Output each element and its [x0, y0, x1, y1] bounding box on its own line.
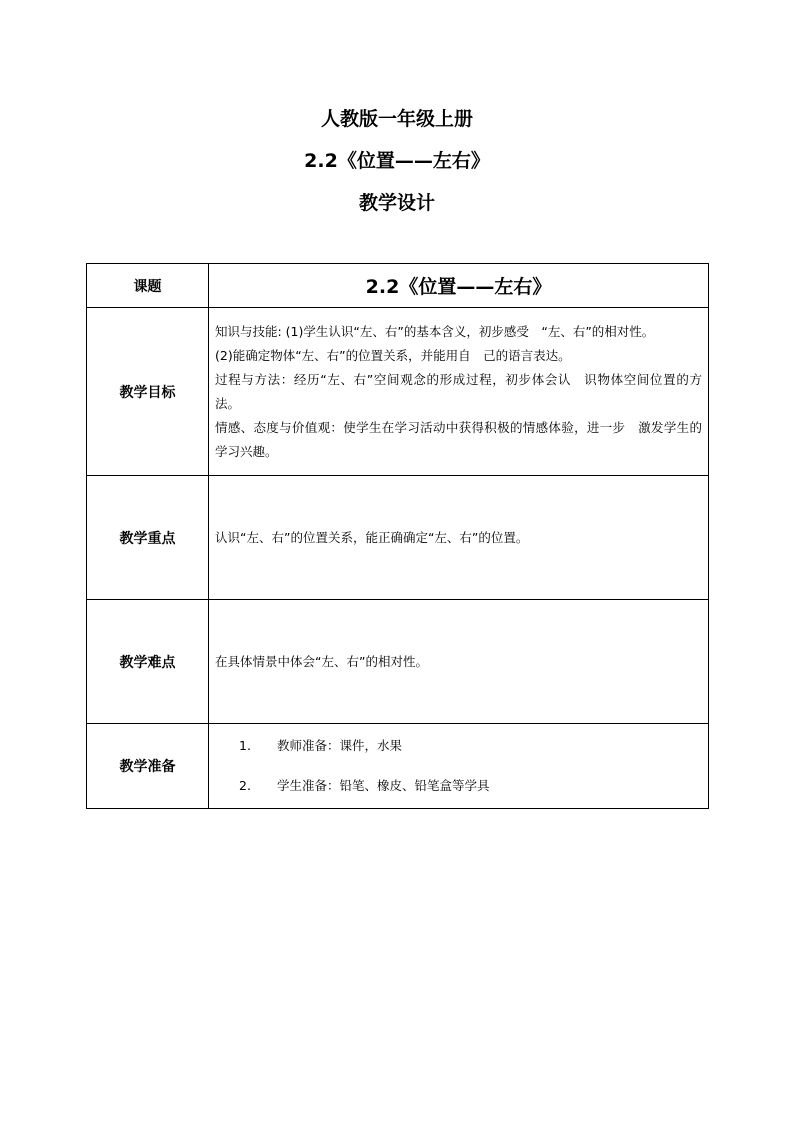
- list-item-text: 教师准备：课件，水果: [277, 738, 403, 753]
- title-textbook: 人教版一年级上册: [320, 108, 473, 130]
- list-item: [215, 726, 702, 766]
- table-row-difficulties: [87, 600, 709, 724]
- list-item-number: 1.: [239, 738, 251, 753]
- key-points-text: 认识“左、右”的位置关系，能正确确定“左、右”的位置。: [215, 529, 529, 545]
- difficulties-label: 教学难点: [87, 600, 209, 724]
- topic-value: 2.2《位置——左右》: [209, 264, 709, 308]
- table-row-preparation: [87, 724, 709, 809]
- preparation-label: 教学准备: [87, 724, 209, 809]
- objective-emotion: 情感、态度与价值观：使学生在学习活动中获得积极的情感体验，进一步 激发学生的学习兴趣。: [215, 419, 702, 459]
- objectives-label: 教学目标: [87, 308, 209, 476]
- table-row-topic: [87, 264, 709, 308]
- objective-process: 过程与方法：经历“左、右”空间观念的形成过程，初步体会认 识物体空间位置的方法。: [215, 371, 702, 411]
- document-title: [0, 103, 794, 229]
- objective-ability: (2)能确定物体“左、右”的位置关系，并能用自 己的语言表达。: [215, 347, 571, 363]
- key-points-content: [209, 476, 709, 600]
- table-row-objectives: [87, 308, 709, 476]
- lesson-plan-table: [86, 263, 709, 809]
- list-item-text: 学生准备：铅笔、橡皮、铅笔盒等学具: [277, 778, 490, 793]
- preparation-content: [209, 724, 709, 809]
- key-points-label: 教学重点: [87, 476, 209, 600]
- topic-label: 课题: [87, 264, 209, 308]
- difficulties-text: 在具体情景中体会“左、右”的相对性。: [215, 653, 428, 669]
- table-row-key-points: [87, 476, 709, 600]
- objectives-content: [209, 308, 709, 476]
- difficulties-content: [209, 600, 709, 724]
- title-design: 教学设计: [358, 192, 435, 214]
- list-item-number: 2.: [239, 778, 251, 793]
- list-item: [215, 766, 702, 806]
- objective-knowledge: 知识与技能: (1)学生认识“左、右”的基本含义，初步感受 “左、右”的相对性。: [215, 323, 655, 339]
- title-lesson: 2.2《位置——左右》: [304, 150, 490, 172]
